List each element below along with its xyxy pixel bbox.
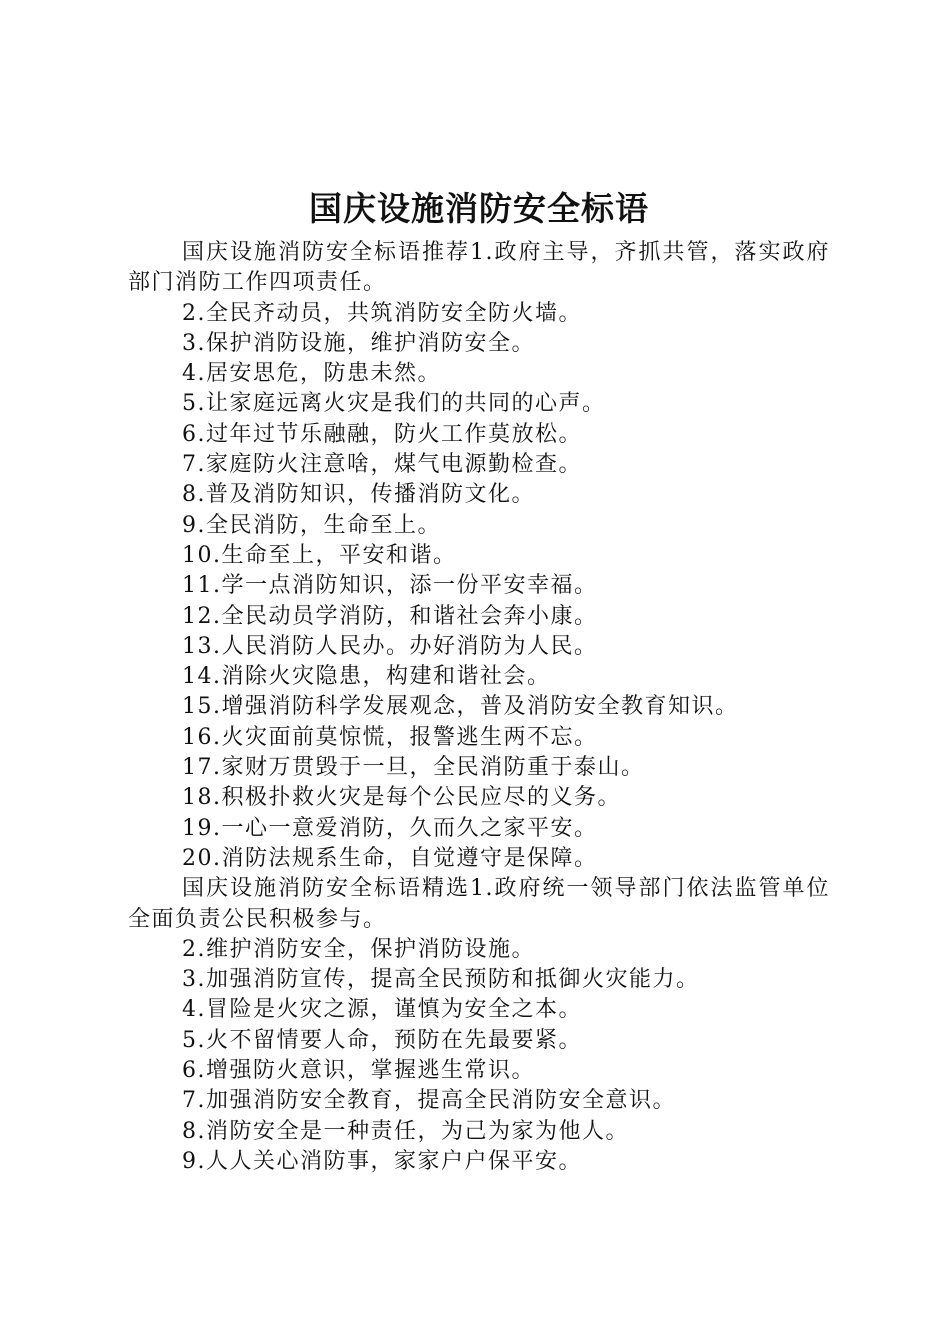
slogan-item: 20.消防法规系生命，自觉遵守是保障。 (182, 845, 598, 871)
slogan-item: 11.学一点消防知识，添一份平安幸福。 (182, 573, 598, 599)
slogan-item: 3.加强消防宣传，提高全民预防和抵御火灾能力。 (182, 967, 700, 993)
slogan-item: 8.消防安全是一种责任，为己为家为他人。 (182, 1118, 629, 1144)
slogan-item: 14.消除火灾隐患，构建和谐社会。 (182, 664, 551, 690)
slogan-list (128, 299, 830, 875)
slogan-item: 5.让家庭远离火灾是我们的共同的心声。 (182, 391, 606, 417)
slogan-item: 19.一心一意爱消防，久而久之家平安。 (182, 815, 598, 841)
slogan-item: 16.火灾面前莫惊慌，报警逃生两不忘。 (182, 724, 598, 750)
slogan-item: 9.人人关心消防事，家家户户保平安。 (182, 1148, 582, 1174)
section-recommended (128, 238, 830, 874)
slogan-list (128, 935, 830, 1177)
slogan-item: 5.火不留情要人命，预防在先最要紧。 (182, 1027, 582, 1053)
slogan-item: 2.全民齐动员，共筑消防安全防火墙。 (182, 300, 582, 326)
document-page (128, 184, 830, 1177)
slogan-item: 17.家财万贯毁于一旦，全民消防重于泰山。 (182, 755, 645, 781)
slogan-item: 3.保护消防设施，维护消防安全。 (182, 330, 535, 356)
slogan-item: 13.人民消防人民办。办好消防为人民。 (182, 633, 598, 659)
slogan-item: 4.冒险是火灾之源，谨慎为安全之本。 (182, 997, 582, 1023)
slogan-item: 7.家庭防火注意啥，煤气电源勤检查。 (182, 452, 582, 478)
document-title: 国庆设施消防安全标语 (309, 189, 649, 228)
slogan-item: 10.生命至上，平安和谐。 (182, 542, 457, 568)
slogan-item: 15.增强消防科学发展观念，普及消防安全教育知识。 (182, 694, 739, 720)
slogan-item: 4.居安思危，防患未然。 (182, 361, 441, 387)
slogan-item: 6.过年过节乐融融，防火工作莫放松。 (182, 421, 582, 447)
slogan-item: 6.增强防火意识，掌握逃生常识。 (182, 1058, 535, 1084)
section-intro-paragraph: 国庆设施消防安全标语精选1.政府统一领导部门依法监管单位全面负责公民积极参与。 (128, 876, 830, 932)
slogan-item: 2.维护消防安全，保护消防设施。 (182, 936, 535, 962)
slogan-item: 12.全民动员学消防，和谐社会奔小康。 (182, 603, 598, 629)
section-selected (128, 874, 830, 1177)
slogan-item: 9.全民消防，生命至上。 (182, 512, 441, 538)
slogan-item: 7.加强消防安全教育，提高全民消防安全意识。 (182, 1088, 676, 1114)
slogan-item: 8.普及消防知识，传播消防文化。 (182, 482, 535, 508)
section-intro-paragraph: 国庆设施消防安全标语推荐1.政府主导，齐抓共管，落实政府部门消防工作四项责任。 (128, 240, 830, 296)
slogan-item: 18.积极扑救火灾是每个公民应尽的义务。 (182, 785, 621, 811)
